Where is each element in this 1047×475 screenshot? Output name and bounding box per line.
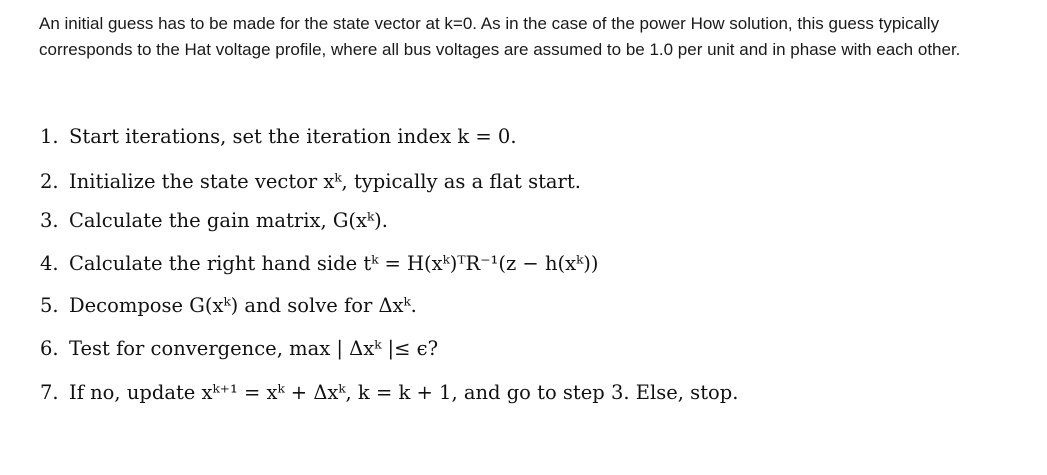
step-4-number: 4. [40,252,59,275]
step-3-text: Calculate the gain matrix, G(xᵏ). [69,209,388,232]
step-6-number: 6. [40,337,59,360]
step-2-number: 2. [40,170,59,193]
step-6-text: Test for convergence, max | Δxᵏ |≤ ϵ? [69,337,439,360]
step-5-text: Decompose G(xᵏ) and solve for Δxᵏ. [69,294,417,317]
step-7-text: If no, update xᵏ⁺¹ = xᵏ + Δxᵏ, k = k + 1, and go to step 3. Else, stop. [69,381,739,404]
step-6 [40,334,438,363]
step-3 [40,206,388,235]
step-1-text: Start iterations, set the iteration index k = 0. [69,125,517,148]
step-1 [40,122,517,151]
step-4 [40,249,598,278]
step-5 [40,291,417,320]
step-7 [40,378,769,407]
step-3-number: 3. [40,209,59,232]
step-7-number: 7. [40,381,59,404]
step-2-text: Initialize the state vector xᵏ, typically as a flat start. [69,170,581,193]
step-4-text: Calculate the right hand side tᵏ = H(xᵏ)ᵀR⁻¹(z − h(xᵏ)) [69,252,599,275]
intro-paragraph: An initial guess has to be made for the state vector at k=0. As in the case of the power How solution, this guess typically corresponds to the Hat voltage profile, where all bus voltages are assumed to be 1.0 per unit and in phase with each other. [39,14,961,59]
step-2 [40,167,581,196]
step-5-number: 5. [40,294,59,317]
step-1-number: 1. [40,125,59,148]
